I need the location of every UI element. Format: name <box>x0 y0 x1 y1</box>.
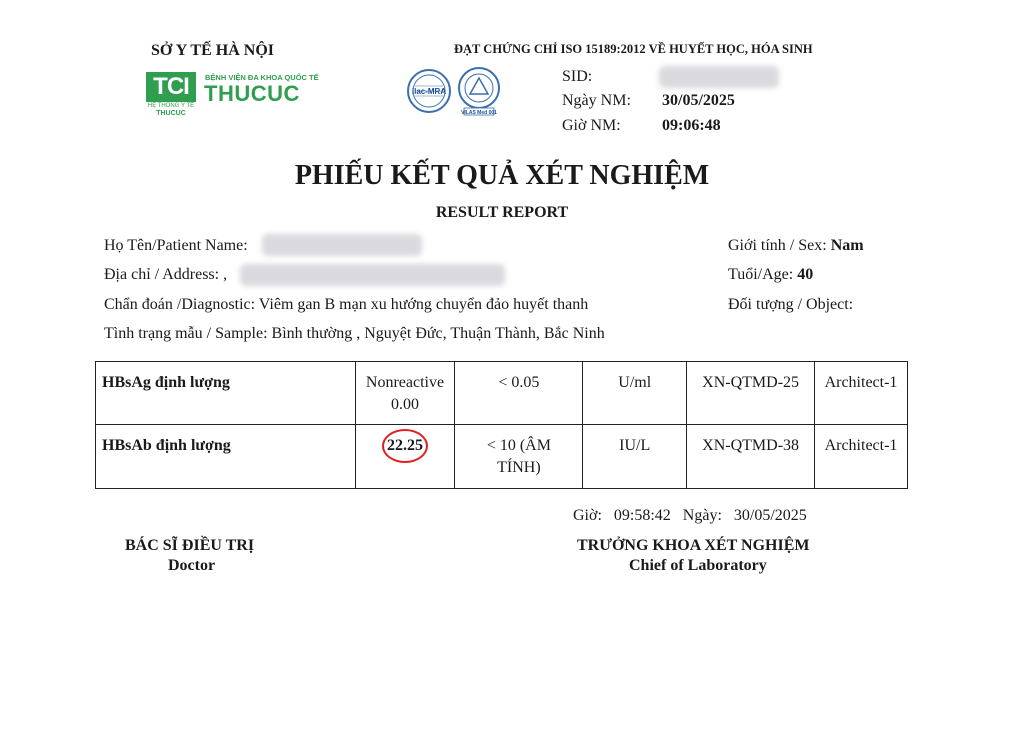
report-time-label: Giờ: <box>573 507 602 524</box>
result-value: 0.00 <box>391 396 419 413</box>
collection-time-value: 09:06:48 <box>662 117 721 134</box>
reference-line-2: TÍNH) <box>497 459 541 476</box>
table-row <box>96 362 908 425</box>
instrument: Architect-1 <box>815 362 908 425</box>
object-label: Đối tượng / Object: <box>728 296 854 313</box>
chief-title: TRƯỞNG KHOA XÉT NGHIỆM <box>577 537 810 554</box>
instrument: Architect-1 <box>815 425 908 489</box>
diagnostic-line: Chẩn đoán /Diagnostic: Viêm gan B mạn xu hướng chuyển đảo huyết thanh <box>104 296 589 313</box>
hospital-brand-name: THUCUC <box>204 81 300 106</box>
page-title: PHIẾU KẾT QUẢ XÉT NGHIỆM <box>294 160 710 191</box>
patient-name-redacted <box>262 234 422 256</box>
logo-subtitle: HỆ THỐNG Y TẾ THUCUC <box>147 103 195 117</box>
result-value-highlighted: 22.25 <box>382 429 428 463</box>
svg-text:VILAS Med 001: VILAS Med 001 <box>461 110 497 116</box>
collection-time-label: Giờ NM: <box>562 117 621 134</box>
age-value: 40 <box>797 266 814 283</box>
page-subtitle: RESULT REPORT <box>435 204 569 221</box>
result-qualitative: Nonreactive <box>365 374 445 391</box>
result-cell <box>355 362 455 425</box>
doctor-title: BÁC SĨ ĐIỀU TRỊ <box>125 537 255 554</box>
unit: IU/L <box>583 425 687 489</box>
certification-line: ĐẠT CHỨNG CHỈ ISO 15189:2012 VỀ HUYẾT HỌC, HÓA SINH <box>454 42 813 56</box>
hospital-logo <box>146 72 196 116</box>
method-code: XN-QTMD-25 <box>687 362 815 425</box>
sex-field <box>728 237 864 255</box>
reference-range <box>455 425 583 489</box>
doctor-title-en: Doctor <box>168 557 216 574</box>
address-label: Địa chỉ / Address: , <box>104 266 228 283</box>
test-name: HBsAg định lượng <box>96 362 356 425</box>
svg-text:ilac-MRA: ilac-MRA <box>411 87 447 96</box>
method-code: XN-QTMD-38 <box>687 425 815 489</box>
report-date-label: Ngày: <box>682 507 722 524</box>
sex-label: Giới tính / Sex: <box>728 237 827 254</box>
ilac-mra-seal-icon <box>406 68 452 114</box>
unit: U/ml <box>583 362 687 425</box>
sex-value: Nam <box>830 237 864 254</box>
patient-name-label: Họ Tên/Patient Name: <box>104 237 248 254</box>
address-redacted <box>240 264 505 286</box>
sid-label: SID: <box>562 68 593 85</box>
table-row <box>96 425 908 489</box>
report-date-value: 30/05/2025 <box>733 507 807 524</box>
sid-redacted <box>659 66 779 88</box>
age-label: Tuổi/Age: <box>728 266 794 283</box>
hospital-small-name: BỆNH VIỆN ĐA KHOA QUỐC TẾ <box>205 73 319 82</box>
result-cell <box>355 425 455 489</box>
department-name: SỞ Y TẾ HÀ NỘI <box>151 42 274 59</box>
tci-logo-mark: TCI <box>146 72 196 102</box>
vilas-seal-icon <box>456 66 502 116</box>
sample-line: Tình trạng mẫu / Sample: Bình thường , Nguyệt Đức, Thuận Thành, Bắc Ninh <box>104 325 605 342</box>
reference-range: < 0.05 <box>455 362 583 425</box>
report-time-field <box>573 507 807 525</box>
age-field <box>728 266 813 284</box>
report-time-value: 09:58:42 <box>613 507 671 524</box>
results-table <box>95 361 908 489</box>
reference-line-1: < 10 (ÂM <box>486 437 551 454</box>
collection-date-label: Ngày NM: <box>562 92 631 109</box>
collection-date-value: 30/05/2025 <box>662 92 735 109</box>
chief-title-en: Chief of Laboratory <box>629 557 767 574</box>
test-name: HBsAb định lượng <box>96 425 356 489</box>
